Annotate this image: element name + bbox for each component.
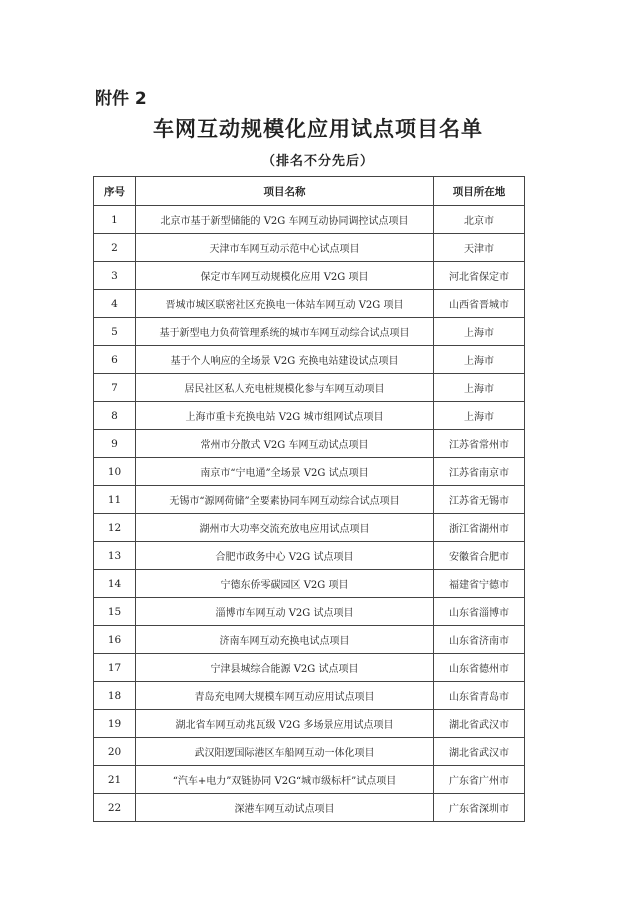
row-number: 10 xyxy=(94,458,136,486)
table-row xyxy=(94,598,525,626)
row-number: 15 xyxy=(94,598,136,626)
row-number: 3 xyxy=(94,262,136,290)
table-row xyxy=(94,570,525,598)
row-number: 16 xyxy=(94,626,136,654)
project-location: 广东省广州市 xyxy=(434,766,525,794)
row-number: 4 xyxy=(94,290,136,318)
project-location: 北京市 xyxy=(434,206,525,234)
document-title: 车网互动规模化应用试点项目名单 xyxy=(153,116,483,141)
row-number: 8 xyxy=(94,402,136,430)
row-number: 6 xyxy=(94,346,136,374)
project-location: 山东省德州市 xyxy=(434,654,525,682)
project-name: 宁津县城综合能源 V2G 试点项目 xyxy=(136,654,434,682)
row-number: 5 xyxy=(94,318,136,346)
project-name: 上海市重卡充换电站 V2G 城市组网试点项目 xyxy=(136,402,434,430)
project-location: 上海市 xyxy=(434,374,525,402)
row-number: 20 xyxy=(94,738,136,766)
table-row xyxy=(94,318,525,346)
project-location: 山西省晋城市 xyxy=(434,290,525,318)
document-subtitle: （排名不分先后） xyxy=(261,154,374,169)
project-name: 居民社区私人充电桩规模化参与车网互动项目 xyxy=(136,374,434,402)
row-number: 9 xyxy=(94,430,136,458)
table-row xyxy=(94,234,525,262)
project-location: 山东省淄博市 xyxy=(434,598,525,626)
row-number: 14 xyxy=(94,570,136,598)
row-number: 17 xyxy=(94,654,136,682)
project-name: 天津市车网互动示范中心试点项目 xyxy=(136,234,434,262)
table-row xyxy=(94,290,525,318)
project-name: 基于新型电力负荷管理系统的城市车网互动综合试点项目 xyxy=(136,318,434,346)
project-location: 江苏省常州市 xyxy=(434,430,525,458)
project-name: 湖州市大功率交流充放电应用试点项目 xyxy=(136,514,434,542)
table-row xyxy=(94,402,525,430)
project-location: 福建省宁德市 xyxy=(434,570,525,598)
header-number: 序号 xyxy=(94,177,136,206)
project-name: 晋城市城区联密社区充换电一体站车网互动 V2G 项目 xyxy=(136,290,434,318)
row-number: 11 xyxy=(94,486,136,514)
project-location: 河北省保定市 xyxy=(434,262,525,290)
table-row xyxy=(94,430,525,458)
table-row xyxy=(94,486,525,514)
row-number: 12 xyxy=(94,514,136,542)
project-location: 上海市 xyxy=(434,402,525,430)
project-name: 宁德东侨零碳园区 V2G 项目 xyxy=(136,570,434,598)
project-name: 常州市分散式 V2G 车网互动试点项目 xyxy=(136,430,434,458)
row-number: 19 xyxy=(94,710,136,738)
project-location: 湖北省武汉市 xyxy=(434,710,525,738)
project-name: 济南车网互动充换电试点项目 xyxy=(136,626,434,654)
project-name: 青岛充电网大规模车网互动应用试点项目 xyxy=(136,682,434,710)
project-name: 保定市车网互动规模化应用 V2G 项目 xyxy=(136,262,434,290)
project-name: 北京市基于新型储能的 V2G 车网互动协同调控试点项目 xyxy=(136,206,434,234)
table-row xyxy=(94,262,525,290)
project-name: 南京市“宁电通”全场景 V2G 试点项目 xyxy=(136,458,434,486)
project-location: 上海市 xyxy=(434,346,525,374)
project-location: 浙江省湖州市 xyxy=(434,514,525,542)
table-row xyxy=(94,794,525,822)
project-location: 山东省青岛市 xyxy=(434,682,525,710)
row-number: 2 xyxy=(94,234,136,262)
header-project-name: 项目名称 xyxy=(136,177,434,206)
table-row xyxy=(94,206,525,234)
project-location: 江苏省南京市 xyxy=(434,458,525,486)
row-number: 22 xyxy=(94,794,136,822)
header-location: 项目所在地 xyxy=(434,177,525,206)
table-row xyxy=(94,458,525,486)
project-name: 合肥市政务中心 V2G 试点项目 xyxy=(136,542,434,570)
project-name: 无锡市“源网荷储”全要素协同车网互动综合试点项目 xyxy=(136,486,434,514)
project-location: 天津市 xyxy=(434,234,525,262)
row-number: 1 xyxy=(94,206,136,234)
table-row xyxy=(94,346,525,374)
table-row xyxy=(94,738,525,766)
row-number: 18 xyxy=(94,682,136,710)
project-location: 山东省济南市 xyxy=(434,626,525,654)
project-location: 上海市 xyxy=(434,318,525,346)
project-list-table xyxy=(93,176,525,822)
table-row xyxy=(94,514,525,542)
row-number: 13 xyxy=(94,542,136,570)
project-location: 江苏省无锡市 xyxy=(434,486,525,514)
project-location: 广东省深圳市 xyxy=(434,794,525,822)
table-row xyxy=(94,682,525,710)
table-row xyxy=(94,654,525,682)
project-location: 湖北省武汉市 xyxy=(434,738,525,766)
table-row xyxy=(94,710,525,738)
project-name: 深港车网互动试点项目 xyxy=(136,794,434,822)
project-name: “汽车+电力”双链协同 V2G“城市级标杆”试点项目 xyxy=(136,766,434,794)
project-name: 淄博市车网互动 V2G 试点项目 xyxy=(136,598,434,626)
project-name: 基于个人响应的全场景 V2G 充换电站建设试点项目 xyxy=(136,346,434,374)
project-name: 武汉阳逻国际港区车船网互动一体化项目 xyxy=(136,738,434,766)
project-name: 湖北省车网互动兆瓦级 V2G 多场景应用试点项目 xyxy=(136,710,434,738)
project-location: 安徽省合肥市 xyxy=(434,542,525,570)
table-row xyxy=(94,542,525,570)
row-number: 21 xyxy=(94,766,136,794)
row-number: 7 xyxy=(94,374,136,402)
table-row xyxy=(94,766,525,794)
table-row xyxy=(94,374,525,402)
annex-label: 附件 2 xyxy=(95,89,147,109)
table-row xyxy=(94,626,525,654)
table-header-row xyxy=(94,177,525,206)
